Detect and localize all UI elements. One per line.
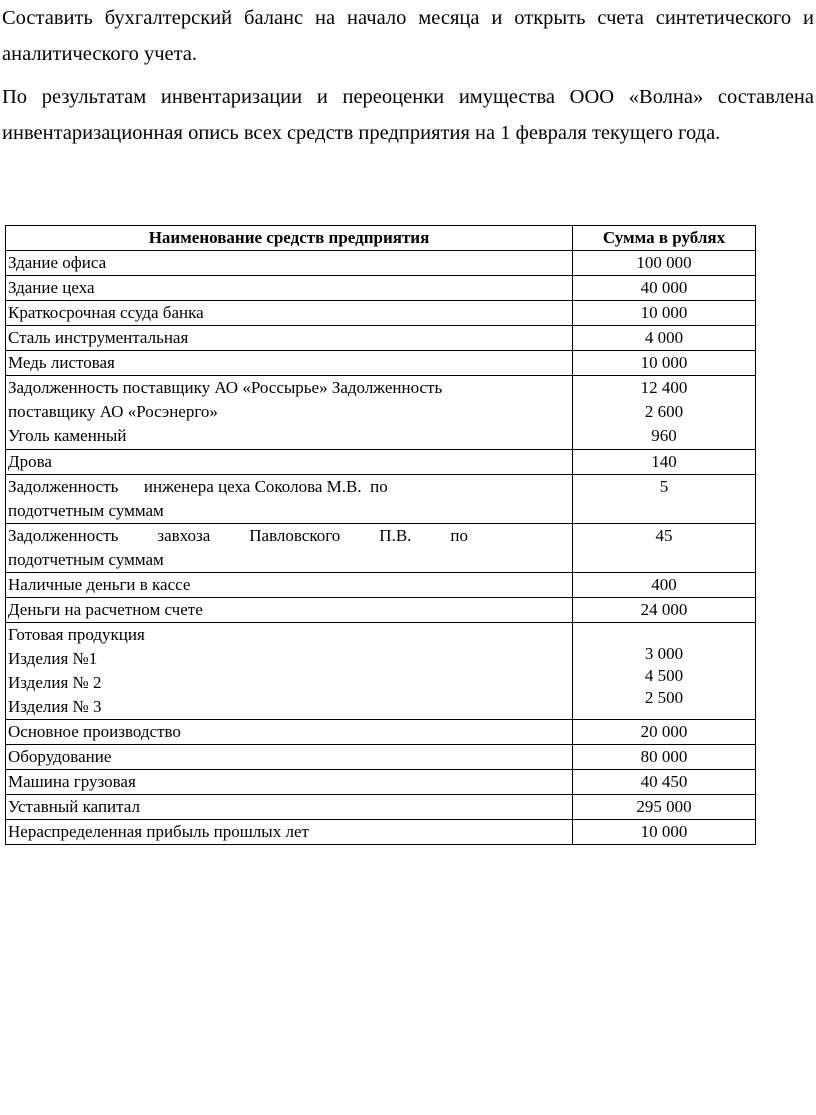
item-name [6, 573, 573, 598]
item-name-line: Машина грузовая [8, 772, 136, 791]
table-row [6, 326, 756, 351]
item-name [6, 351, 573, 376]
item-amount-line: 295 000 [636, 797, 692, 816]
item-amount [573, 598, 756, 623]
item-amount-line: 2 600 [644, 402, 684, 421]
item-name-line: Краткосрочная ссуда банка [8, 303, 204, 322]
item-name-line: Задолженность инженера цеха Соколова М.В. по [8, 477, 388, 496]
item-name-line: Готовая продукция [8, 625, 145, 644]
item-name-line: Деньги на расчетном счете [8, 600, 203, 619]
item-amount [573, 770, 756, 795]
item-name [6, 820, 573, 845]
item-name [6, 326, 573, 351]
table-row [6, 450, 756, 475]
item-name-line: Медь листовая [8, 353, 115, 372]
item-amount-line: 20 000 [640, 722, 688, 741]
item-amount [573, 475, 756, 524]
item-name-line: Нераспределенная прибыль прошлых лет [8, 822, 309, 841]
item-amount-line: 960 [651, 426, 677, 445]
table-row [6, 745, 756, 770]
table-row [6, 820, 756, 845]
item-amount [573, 326, 756, 351]
item-amount [573, 745, 756, 770]
item-amount-line: 24 000 [640, 600, 688, 619]
table-row [6, 301, 756, 326]
item-name-line: подотчетным суммам [8, 550, 164, 569]
item-name-line: Изделия № 3 [8, 697, 102, 716]
item-amount [573, 524, 756, 573]
item-amount-line: 400 [651, 575, 677, 594]
item-name-line: Здание офиса [8, 253, 107, 272]
table-row [6, 720, 756, 745]
header-amount: Сумма в рублях [573, 226, 756, 251]
item-name-line: Здание цеха [8, 278, 95, 297]
item-name-line: Уголь каменный [8, 426, 127, 445]
item-name-line: Оборудование [8, 747, 112, 766]
item-amount-line: 2 500 [644, 688, 684, 707]
item-amount-line: 140 [651, 452, 677, 471]
item-amount-line: 10 000 [640, 303, 688, 322]
task-paragraph: Составить бухгалтерский баланс на начало месяца и открыть счета синтетического и аналитического учета. [2, 7, 814, 65]
inventory-table [5, 225, 756, 845]
item-name [6, 720, 573, 745]
table-row [6, 475, 756, 524]
item-amount-line: 40 000 [640, 278, 688, 297]
item-name-line: Уставный капитал [8, 797, 140, 816]
item-name-line: Задолженность завхоза Павловского П.В. по [8, 526, 468, 545]
table-row [6, 351, 756, 376]
item-name [6, 598, 573, 623]
item-amount-line: 100 000 [636, 253, 692, 272]
item-name [6, 276, 573, 301]
item-amount-line: 45 [655, 526, 673, 545]
item-name-line: поставщику АО «Росэнерго» [8, 402, 218, 421]
item-amount [573, 720, 756, 745]
description-paragraph: По результатам инвентаризации и переоценки имущества ООО «Волна» составлена инвентаризационная опись всех средств предприятия на 1 февраля текущего года. [2, 86, 814, 144]
table-row [6, 598, 756, 623]
table-header-row [6, 226, 756, 251]
item-amount-line: 3 000 [644, 644, 684, 663]
item-name [6, 770, 573, 795]
item-amount [573, 573, 756, 598]
item-amount [573, 795, 756, 820]
table-row [6, 251, 756, 276]
item-amount [573, 301, 756, 326]
item-amount-line: 5 [659, 477, 669, 496]
table-row [6, 376, 756, 450]
item-name [6, 475, 573, 524]
item-amount [573, 351, 756, 376]
item-name [6, 795, 573, 820]
table-row [6, 276, 756, 301]
item-amount [573, 623, 756, 720]
item-amount-line: 10 000 [640, 353, 688, 372]
item-name-line: Основное производство [8, 722, 181, 741]
item-amount-line [575, 623, 753, 643]
item-amount-line: 12 400 [640, 378, 688, 397]
item-amount-line: 10 000 [640, 822, 688, 841]
item-amount [573, 376, 756, 450]
item-name [6, 623, 573, 720]
item-name [6, 524, 573, 573]
table-row [6, 524, 756, 573]
item-name [6, 376, 573, 450]
item-amount [573, 820, 756, 845]
item-amount [573, 450, 756, 475]
item-amount-line: 40 450 [640, 772, 688, 791]
item-amount-line: 4 000 [644, 328, 684, 347]
table-row [6, 573, 756, 598]
item-name-line: Дрова [8, 452, 52, 471]
item-name-line: подотчетным суммам [8, 501, 164, 520]
item-name-line: Наличные деньги в кассе [8, 575, 191, 594]
item-name [6, 301, 573, 326]
item-name [6, 745, 573, 770]
table-row [6, 795, 756, 820]
item-amount-line: 80 000 [640, 747, 688, 766]
item-amount [573, 251, 756, 276]
item-name-line: Сталь инструментальная [8, 328, 189, 347]
item-name-line: Задолженность поставщику АО «Россырье» Задолженность [8, 378, 443, 397]
item-name-line: Изделия № 2 [8, 673, 102, 692]
item-amount-line: 4 500 [644, 666, 684, 685]
header-name: Наименование средств предприятия [6, 226, 573, 251]
table-row [6, 623, 756, 720]
item-amount [573, 276, 756, 301]
item-name [6, 251, 573, 276]
table-row [6, 770, 756, 795]
item-name-line: Изделия №1 [8, 649, 98, 668]
item-name [6, 450, 573, 475]
